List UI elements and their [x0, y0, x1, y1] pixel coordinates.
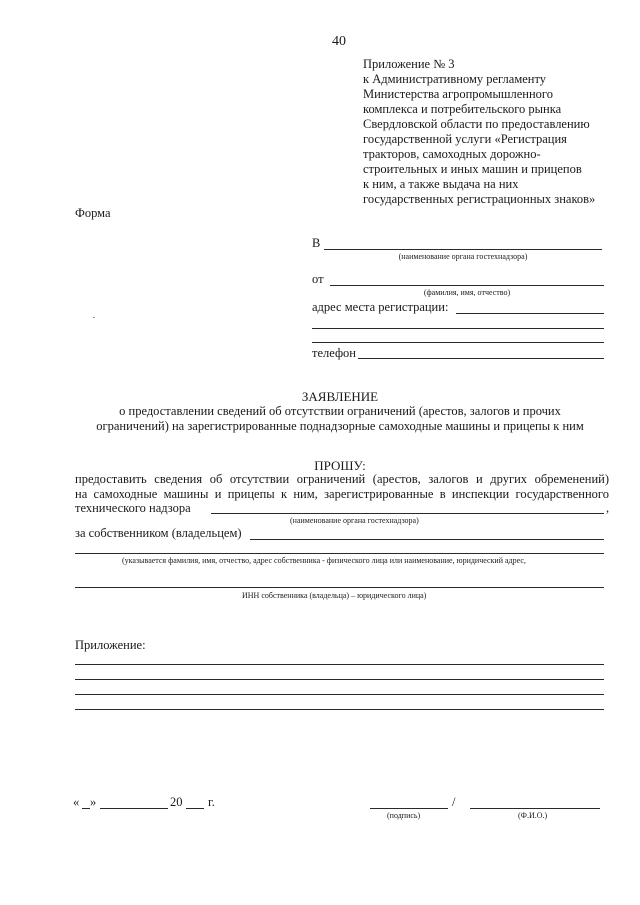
address-label: адрес места регистрации:: [312, 300, 449, 314]
attachment-line-1[interactable]: [75, 664, 604, 665]
owner-label: за собственником (владельцем): [75, 526, 242, 540]
year-prefix: 20: [170, 795, 183, 809]
date-year-field[interactable]: [186, 808, 204, 809]
signature-field[interactable]: [370, 808, 448, 809]
appendix-line: строительных и иных машин и прицепов: [363, 162, 582, 176]
to-label: В: [312, 236, 321, 250]
date-month-field[interactable]: [100, 808, 168, 809]
appendix-line: тракторов, самоходных дорожно-: [363, 147, 541, 161]
date-quote-close: »: [90, 795, 97, 809]
fio-field[interactable]: [470, 808, 600, 809]
to-field[interactable]: [324, 249, 602, 250]
date-day-field[interactable]: [82, 808, 90, 809]
attachment-line-4[interactable]: [75, 709, 604, 710]
attachment-label: Приложение:: [75, 638, 146, 652]
from-hint: (фамилия, имя, отчество): [423, 288, 511, 297]
org-hint: (наименование органа гостехнадзора): [290, 516, 419, 525]
attachment-line-3[interactable]: [75, 694, 604, 695]
address-field[interactable]: [456, 313, 604, 314]
request-line-3: технического надзора: [75, 501, 191, 515]
appendix-block: [363, 57, 595, 207]
appendix-line: к ним, а также выдача на них: [363, 177, 519, 191]
attachment-line-2[interactable]: [75, 679, 604, 680]
owner-field[interactable]: [250, 539, 604, 540]
year-suffix: г.: [208, 795, 215, 809]
org-field[interactable]: [211, 513, 604, 514]
request-line-3-comma: ,: [606, 501, 610, 515]
title-subtitle-line-1: о предоставлении сведений об отсутствии ограничений (арестов, залогов и прочих: [119, 404, 561, 418]
date-quote-open: «: [73, 795, 80, 809]
request-line-2: на самоходные машины и прицепы к ним, зарегистрированные в инспекции государственного: [75, 487, 609, 501]
appendix-line: к Административному регламенту: [363, 72, 547, 86]
document-title: ЗАЯВЛЕНИЕ: [301, 389, 379, 404]
inn-hint: ИНН собственника (владельца) – юридического лица): [242, 591, 427, 600]
to-hint: (наименование органа гостехнадзора): [398, 252, 528, 261]
title-subtitle-line-2: ограничений) на зарегистрированные поднадзорные самоходные машины и прицепы к ним: [96, 419, 584, 433]
appendix-line: государственных регистрационных знаков»: [363, 192, 596, 206]
from-label: от: [312, 272, 324, 286]
appendix-line: комплекса и потребительского рынка: [363, 102, 562, 116]
scan-speck: [93, 317, 95, 318]
phone-label: телефон: [312, 346, 356, 360]
phone-field[interactable]: [358, 358, 604, 359]
from-field[interactable]: [330, 285, 604, 286]
signature-hint: (подпись): [387, 811, 421, 820]
appendix-line: государственной услуги «Регистрация: [363, 132, 567, 146]
appendix-line: Приложение № 3: [363, 57, 455, 71]
request-heading: ПРОШУ:: [314, 458, 366, 473]
form-label: Форма: [75, 206, 111, 220]
owner-field-line-2[interactable]: [75, 553, 604, 554]
address-field-line-2[interactable]: [312, 328, 604, 329]
fio-hint: (Ф.И.О.): [518, 811, 548, 820]
address-field-line-3[interactable]: [312, 342, 604, 343]
owner-hint: (указывается фамилия, имя, отчество, адрес собственника - физического лица или наименование, юридический адрес,: [122, 556, 526, 565]
request-line-1: предоставить сведения об отсутствии ограничений (арестов, залогов и других обременений): [75, 472, 609, 486]
appendix-line: Свердловской области по предоставлению: [363, 117, 590, 131]
appendix-line: Министерства агропромышленного: [363, 87, 553, 101]
page-number: 40: [332, 34, 346, 49]
signature-slash: /: [452, 795, 456, 809]
inn-field[interactable]: [75, 587, 604, 588]
